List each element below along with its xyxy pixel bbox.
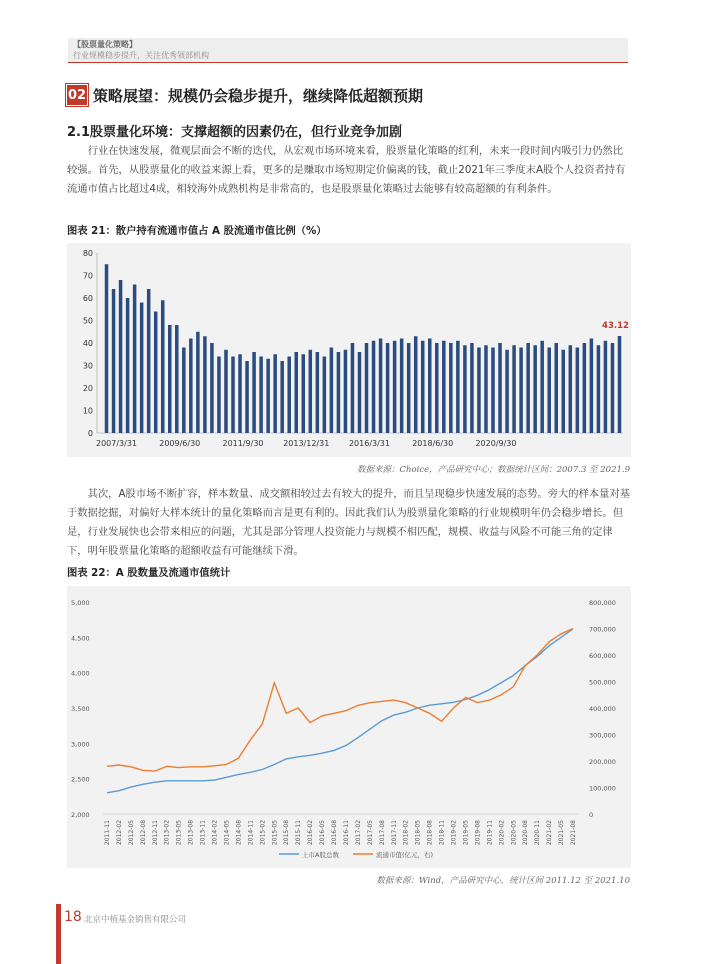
bar	[140, 303, 144, 434]
footer-accent-bar	[56, 904, 61, 964]
bar	[547, 348, 551, 434]
bar	[512, 345, 516, 433]
y-right-tick-label: 800,000	[589, 599, 616, 607]
bar	[133, 285, 137, 434]
line-chart-svg	[67, 586, 631, 868]
bar	[309, 350, 313, 433]
bar	[569, 345, 573, 433]
header-subtitle: 行业规模稳步提升，关注优秀领部机构	[73, 51, 209, 60]
bar	[224, 350, 228, 433]
y-left-tick-label: 2,000	[71, 811, 90, 819]
y-tick-label: 40	[82, 339, 93, 348]
x-tick-label: 2014-11	[247, 820, 255, 846]
y-tick-label: 50	[82, 316, 93, 326]
stock-count-market-value-chart	[67, 586, 631, 868]
x-tick-label: 2019-08	[474, 819, 482, 846]
x-tick-label: 2015-08	[283, 819, 291, 846]
x-tick-label: 2016/3/31	[348, 439, 391, 448]
bar	[449, 343, 453, 433]
x-tick-label: 2012-02	[115, 819, 123, 846]
y-left-tick-label: 3,000	[71, 740, 90, 749]
footer-company: 北京中植基金销售有限公司	[84, 915, 187, 925]
bar	[505, 350, 509, 433]
bar	[393, 341, 397, 433]
bar	[590, 339, 594, 434]
bar	[611, 343, 615, 433]
x-tick-label: 2012-05	[127, 820, 135, 846]
bar	[161, 300, 165, 433]
bar	[196, 332, 200, 433]
bar	[554, 343, 558, 433]
x-tick-label: 2014-02	[211, 819, 219, 846]
x-tick-label: 2020-05	[510, 820, 518, 846]
x-tick-label: 2017-02	[354, 819, 362, 846]
figure-21-title: 图表 21：散户持有流通市值占 A 股流通市值比例（%）	[67, 225, 327, 237]
bar	[372, 341, 376, 433]
bar	[280, 361, 284, 433]
bar	[210, 343, 214, 433]
x-tick-label: 2013-11	[199, 820, 207, 846]
bar	[252, 352, 256, 433]
x-tick-label: 2014-05	[223, 820, 231, 846]
x-tick-label: 2018-05	[414, 820, 422, 846]
y-right-tick-label: 500,000	[589, 678, 616, 687]
bar	[287, 357, 291, 434]
x-tick-label: 2012-11	[151, 820, 159, 846]
series-line-2	[107, 629, 573, 772]
x-tick-label: 2019-11	[486, 820, 494, 846]
x-tick-label: 2015-02	[259, 819, 267, 846]
x-tick-label: 2017-11	[390, 820, 398, 846]
bar	[189, 339, 193, 434]
x-tick-label: 2011-11	[104, 820, 111, 846]
bar	[428, 339, 432, 434]
x-tick-label: 2020-11	[534, 820, 542, 846]
x-tick-label: 2019-05	[462, 820, 470, 846]
x-tick-label: 2016-05	[319, 820, 327, 846]
bar	[407, 343, 411, 433]
x-tick-label: 2021-02	[546, 819, 554, 846]
paragraph-2: 其次，A股市场不断扩容，样本数量、成交额相较过去有较大的提升，而且呈现稳步快速发展的态势。旁大的样本量对基于数据挖掘，对偏好大样本统计的量化策略而言是更有利的。因此我们认为股票量化策略的行业规模明年仍会稳步增长。但是，行业发展快也会带来相应的问题，尤其是部分管理人投资能力与规模不相匹配，规模、收益与风险不可能三角的定律下，明年股票量化策略的超额收益有可能继续下滑。	[67, 488, 631, 557]
bar	[147, 289, 151, 433]
bar	[519, 348, 523, 434]
bar	[126, 298, 130, 433]
y-right-tick-label: 100,000	[589, 784, 616, 793]
y-right-tick-label: 0	[589, 811, 594, 819]
bar	[618, 336, 622, 433]
x-tick-label: 2014-08	[235, 819, 243, 846]
bar	[154, 312, 158, 434]
bar	[442, 341, 446, 433]
y-right-tick-label: 400,000	[589, 705, 616, 713]
x-tick-label: 2016-08	[331, 819, 338, 846]
bar	[583, 343, 587, 433]
bar	[302, 354, 306, 433]
bar	[365, 343, 369, 433]
x-tick-label: 2019-02	[450, 819, 458, 846]
x-tick-label: 2007/3/31	[95, 439, 138, 448]
bar-chart-svg	[67, 243, 631, 457]
x-tick-label: 2018-11	[438, 820, 446, 846]
bar	[330, 348, 334, 434]
bar	[421, 341, 425, 433]
figure-22-source: 数据来源：Wind，产品研究中心，统计区间 2011.12 至 2021.10	[376, 876, 630, 886]
y-right-tick-label: 300,000	[589, 731, 616, 740]
y-tick-label: 60	[82, 294, 93, 303]
bar	[470, 343, 474, 433]
y-tick-label: 20	[82, 384, 93, 393]
y-right-tick-label: 200,000	[589, 758, 616, 766]
section-heading	[67, 84, 423, 106]
y-right-tick-label: 600,000	[589, 652, 616, 660]
section-number: 02	[67, 85, 87, 105]
y-tick-label: 80	[82, 249, 93, 258]
y-tick-label: 0	[87, 429, 93, 438]
bar	[217, 357, 221, 434]
x-tick-label: 2021-08	[570, 820, 577, 846]
x-tick-label: 2013/12/31	[283, 439, 330, 448]
series-line-1	[107, 629, 573, 793]
bar	[344, 350, 348, 433]
y-tick-label: 70	[82, 271, 93, 281]
bar	[526, 343, 530, 433]
bar	[316, 352, 320, 433]
bar	[259, 357, 263, 434]
x-tick-label: 2015-05	[271, 820, 279, 846]
bar	[414, 336, 418, 433]
legend-label-2: 流通市值(亿元，右)	[376, 851, 434, 859]
x-tick-label: 2017-08	[378, 819, 386, 846]
bar	[604, 341, 608, 433]
bar	[294, 352, 298, 433]
y-left-tick-label: 4,000	[71, 669, 90, 678]
bar	[351, 343, 355, 433]
y-left-tick-label: 3,500	[71, 705, 90, 713]
y-left-tick-label: 5,000	[71, 599, 90, 607]
legend-label-1: 上市A股总数	[302, 851, 339, 859]
header-title: 【股票量化策略】	[73, 40, 137, 49]
x-tick-label: 2021-05	[558, 820, 566, 846]
x-tick-label: 2020-08	[522, 819, 530, 846]
x-tick-label: 2012-08	[139, 819, 147, 846]
y-tick-label: 10	[82, 406, 93, 416]
bar	[323, 357, 327, 434]
page-number: 18	[64, 909, 82, 925]
bar	[175, 325, 179, 433]
bar	[245, 361, 249, 433]
x-tick-label: 2016-11	[343, 820, 350, 846]
x-tick-label: 2013-05	[175, 820, 183, 846]
bar	[273, 354, 277, 433]
bar	[576, 348, 580, 434]
bar	[105, 264, 109, 433]
x-tick-label: 2018/6/30	[412, 439, 454, 448]
x-tick-label: 2018-08	[426, 819, 434, 846]
bar	[400, 339, 404, 434]
bar	[358, 352, 362, 433]
x-tick-label: 2015-11	[295, 820, 303, 846]
figure-21-source: 数据来源：Choice，产品研究中心；数据统计区间：2007.3 至 2021.9	[357, 465, 630, 475]
subsection-title: 2.1股票量化环境：支撑超额的因素仍在，但行业竞争加剧	[67, 125, 403, 140]
bar	[266, 359, 270, 433]
last-value-label: 43.12	[602, 320, 629, 331]
bar	[456, 341, 460, 433]
bar	[337, 352, 341, 433]
page-header	[68, 38, 628, 63]
x-tick-label: 2016-02	[307, 819, 315, 846]
bar	[203, 336, 207, 433]
bar	[379, 339, 383, 434]
x-tick-label: 2009/6/30	[159, 439, 201, 448]
bar	[533, 345, 537, 433]
x-tick-label: 2018-02	[402, 819, 410, 846]
bar	[182, 348, 186, 434]
bar	[119, 280, 123, 433]
bar	[498, 343, 502, 433]
bar	[112, 289, 116, 433]
bar	[231, 357, 235, 434]
bar	[484, 345, 488, 433]
section-title: 策略展望：规模仍会稳步提升，继续降低超额预期	[93, 86, 424, 105]
bar	[463, 345, 467, 433]
retail-holding-bar-chart	[67, 243, 631, 457]
x-tick-label: 2020-02	[498, 819, 506, 846]
y-right-tick-label: 700,000	[589, 625, 616, 634]
x-tick-label: 2020/9/30	[475, 439, 517, 448]
bar	[562, 350, 566, 433]
bar	[168, 325, 172, 433]
paragraph-1: 行业在快速发展，微观层面会不断的迭代，从宏观市场环境来看，股票量化策略的红利，未来一段时间内吸引力仍然比较强。首先，从股票量化的收益来源上看，更多的是赚取市场短期定价偏离的钱，截止2021年三季度末A股个人投资者持有流通市值占比超过4成，相较海外成熟机构是非常高的，也是股票量化策略过去能够有较高超额的有利条件。	[67, 145, 626, 195]
bar	[238, 354, 242, 433]
y-tick-label: 30	[82, 361, 93, 371]
x-tick-label: 2017-05	[366, 820, 374, 846]
bar	[477, 348, 481, 434]
bar	[540, 341, 544, 433]
x-tick-label: 2013-02	[163, 819, 171, 846]
bar	[386, 343, 390, 433]
bar	[435, 343, 439, 433]
bar	[597, 345, 601, 433]
x-tick-label: 2013-08	[187, 819, 195, 846]
y-left-tick-label: 2,500	[71, 775, 90, 784]
x-tick-label: 2011/9/30	[222, 439, 264, 448]
figure-22-title: 图表 22：A 股数量及流通市值统计	[67, 567, 231, 579]
y-left-tick-label: 4,500	[71, 634, 90, 643]
bar	[491, 348, 495, 434]
